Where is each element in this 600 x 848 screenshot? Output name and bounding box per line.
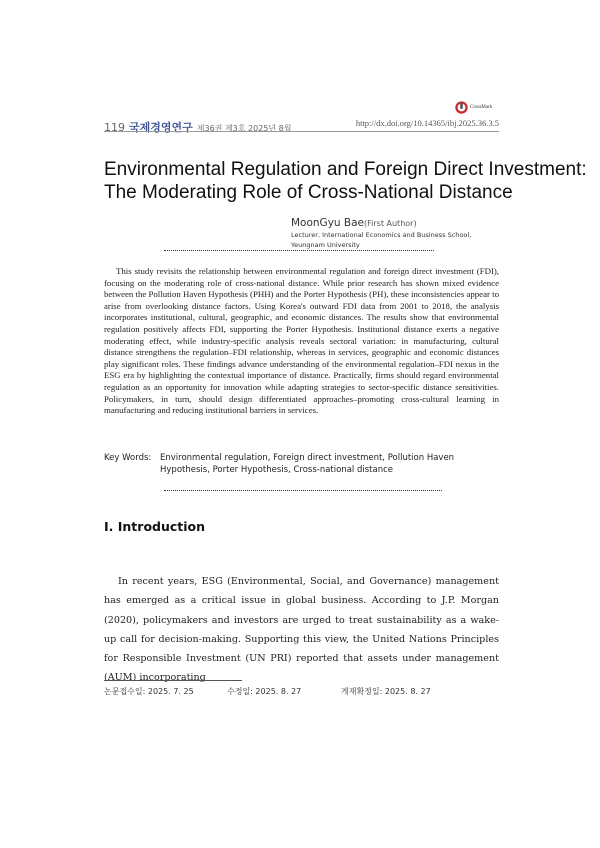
title-line-2: The Moderating Role of Cross-National Distance <box>104 182 513 203</box>
doi-link[interactable]: http://dx.doi.org/10.14365/ibj.2025.36.3.5 <box>355 118 499 128</box>
crossmark-icon <box>455 101 468 114</box>
journal-name: 국제경영연구 <box>129 121 193 134</box>
keywords-label: Key Words: <box>104 453 152 463</box>
author-name: MoonGyu Bae <box>291 217 365 229</box>
dotted-divider-bottom <box>164 490 442 491</box>
author-role: (First Author) <box>364 219 417 228</box>
author-block <box>291 211 471 249</box>
accepted-date: 게재확정일: 2025. 8. 27 <box>341 687 431 696</box>
volume-issue: 제36권 제3호 2025년 8월 <box>196 124 292 133</box>
section-heading: Ⅰ. Introduction <box>104 519 206 534</box>
revised-date: 수정일: 2025. 8. 27 <box>227 687 302 696</box>
dotted-divider-top <box>164 250 434 251</box>
paper-title <box>104 158 587 204</box>
running-header <box>104 116 499 134</box>
received-date: 논문접수일: 2025. 7. 25 <box>104 687 194 696</box>
author-affiliation-2: Yeungnam University <box>291 240 360 249</box>
keywords-text: Environmental regulation, Foreign direct investment, Pollution Haven Hypothesis, Porter Hypothesis, Cross-national distance <box>160 453 455 475</box>
crossmark-label: CrossMark <box>470 105 493 110</box>
author-affiliation-1: Lecturer, International Economics and Business School, <box>291 231 472 239</box>
header-rule <box>104 131 499 132</box>
introduction-paragraph: In recent years, ESG (Environmental, Social, and Governance) management has emerged as a critical issue in global business. According to J.P. Morgan (2020), policymakers and investors are urged to treat sustainability as a wake-up call for decision-making. Supporting this view, the United Nations Principles for Responsible Investment (UN PRI) reported that assets under management (AUM) incorporating <box>104 576 499 684</box>
title-line-1: Environmental Regulation and Foreign Direct Investment: <box>104 159 587 180</box>
footnote-rule <box>104 680 242 681</box>
page-number: 119 <box>104 121 125 134</box>
abstract: This study revisits the relationship between environmental regulation and foreign direct investment (FDI), focusing on the moderating role of cross-national distance. While prior research has shown mixed evidence between the Pollution Haven Hypothesis (PHH) and the Porter Hypothesis (PH), these inconsistencies appear to arise from overlooking distance factors. Using Korea's outward FDI data from 2001 to 2018, the analysis incorporates institutional, cultural, geographic, and economic distances. The results show that environmental regulation positively affects FDI, supporting the Porter Hypothesis. Institutional distance exerts a negative moderating effect, while industry-specific analysis reveals sectoral variation: in manufacturing, cultural distance strengthens the regulation–FDI relationship, whereas in services, geographic and economic distances play significant roles. These findings advance understanding of the environmental regulation–FDI nexus in the ESG era by highlighting the contextual importance of distance. Practically, firms should regard environmental regulation as an opportunity for innovation while adapting strategies to sector-specific distance sensitivities. Policymakers, in turn, should design differentiated approaches–promoting cross-cultural learning in manufacturing and reducing institutional barriers in services. <box>104 266 499 416</box>
crossmark-badge[interactable] <box>455 101 492 114</box>
